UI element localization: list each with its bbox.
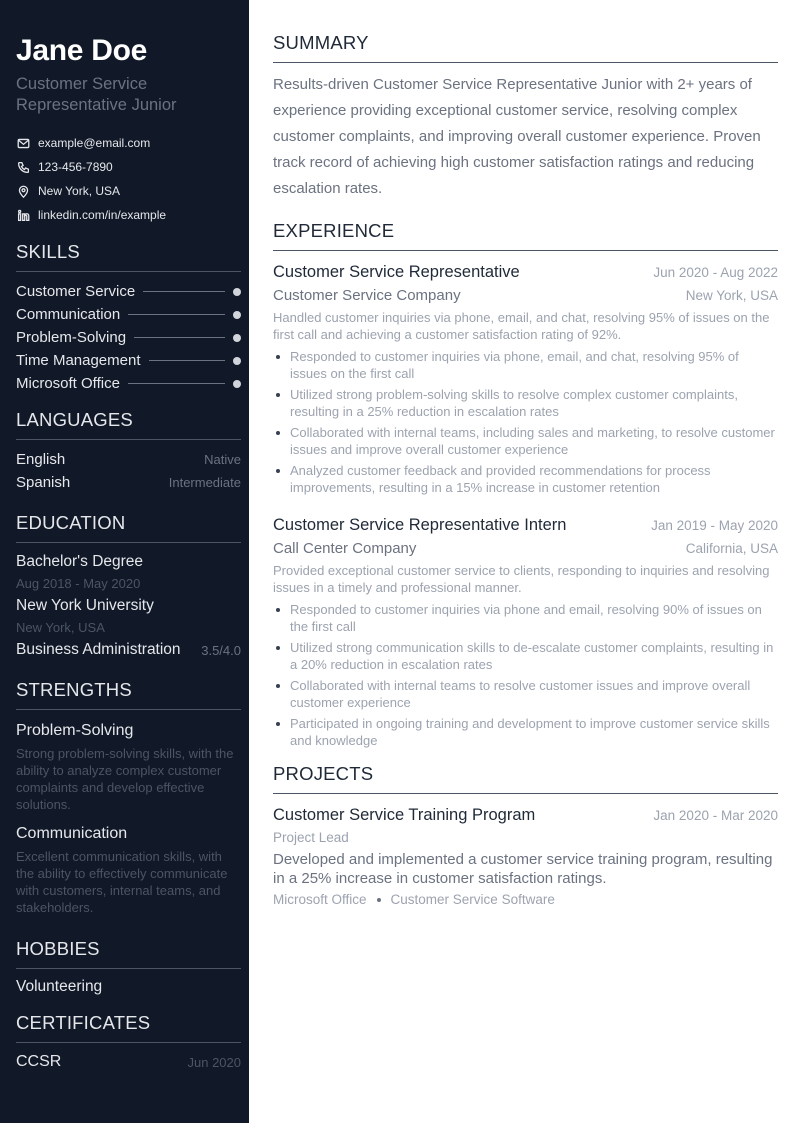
sidebar <box>0 0 249 1123</box>
strength-title: Communication <box>16 825 128 842</box>
job-description: Handled customer inquiries via phone, email, and chat, resolving 95% of issues on the first call and achieving a customer satisfaction rating of 92%. <box>273 310 770 342</box>
job-dates: Jan 2019 - May 2020 <box>651 518 778 533</box>
phone-icon <box>16 160 30 174</box>
skills-heading: SKILLS <box>16 241 241 272</box>
job-title: Customer Service Representative Intern <box>273 516 567 534</box>
skill-dot-icon <box>233 334 241 342</box>
skill-item <box>16 280 241 303</box>
skill-dot-icon <box>233 311 241 319</box>
job-bullet: Utilized strong communication skills to de-escalate customer complaints, resulting in a 20% reduction in escalation rates <box>273 639 778 673</box>
skill-leader-line <box>149 360 226 361</box>
education-school: New York University <box>16 597 154 614</box>
language-item <box>16 448 241 471</box>
hobbies-heading: HOBBIES <box>16 938 241 969</box>
project-tool: Microsoft Office <box>273 892 367 907</box>
skill-item <box>16 303 241 326</box>
skill-leader-line <box>134 337 225 338</box>
job-bullet: Participated in ongoing training and development to improve customer service skills and knowledge <box>273 715 778 749</box>
skill-dot-icon <box>233 357 241 365</box>
education-heading: EDUCATION <box>16 512 241 543</box>
certificate-name: CCSR <box>16 1053 62 1070</box>
skill-item <box>16 372 241 395</box>
skills-list <box>16 280 241 395</box>
title-line-1: Customer Service <box>16 75 148 93</box>
strength-desc: Strong problem-solving skills, with the ability to analyze complex customer complaints and develop effective solutions. <box>16 746 234 812</box>
skill-leader-line <box>128 383 225 384</box>
experience-section <box>273 220 778 749</box>
languages-section <box>16 409 241 494</box>
summary-heading: SUMMARY <box>273 32 778 63</box>
skill-dot-icon <box>233 380 241 388</box>
project-dates: Jan 2020 - Mar 2020 <box>653 808 778 823</box>
summary-section <box>273 32 778 202</box>
language-item <box>16 471 241 494</box>
job-bullet: Collaborated with internal teams, including sales and marketing, to resolve customer issues and improve overall customer experience <box>273 424 778 458</box>
skill-leader-line <box>143 291 225 292</box>
strengths-heading: STRENGTHS <box>16 679 241 710</box>
job-bullet: Analyzed customer feedback and provided recommendations for process improvements, resulting in a 15% increase in customer retention <box>273 462 778 496</box>
job-bullet: Responded to customer inquiries via phone, email, and chat, resolving 95% of issues on the first call <box>273 348 778 382</box>
job-bullets <box>273 601 778 749</box>
job-header <box>273 261 778 283</box>
candidate-name: Jane Doe <box>16 34 147 67</box>
language-level: Native <box>204 452 241 467</box>
strength-title: Problem-Solving <box>16 722 134 739</box>
summary-text: Results-driven Customer Service Representative Junior with 2+ years of experience providing exceptional customer service, resolving complex customer complaints, and improving overall customer experience. Proven track record of achieving high customer satisfaction ratings and reducing escalation rates. <box>273 76 761 197</box>
project-entry <box>273 804 778 907</box>
certificates-section <box>16 1012 241 1074</box>
email-text: example@email.com <box>38 136 151 150</box>
project-tool: Customer Service Software <box>390 892 555 907</box>
job-bullet: Collaborated with internal teams to resolve customer issues and improve overall customer experience <box>273 677 778 711</box>
skill-label: Microsoft Office <box>16 375 120 392</box>
contact-email[interactable] <box>16 131 241 155</box>
language-level: Intermediate <box>168 475 241 490</box>
tool-separator-dot <box>377 898 381 902</box>
project-title: Customer Service Training Program <box>273 806 536 824</box>
linkedin-icon <box>16 208 30 222</box>
job-location: California, USA <box>685 541 778 556</box>
job-company-row <box>273 536 778 560</box>
education-entry <box>16 551 241 661</box>
education-dates: Aug 2018 - May 2020 <box>16 576 141 591</box>
job-company: Customer Service Company <box>273 287 461 304</box>
skill-item <box>16 326 241 349</box>
skill-label: Communication <box>16 306 121 323</box>
job-bullet: Responded to customer inquiries via phone and email, resolving 90% of issues on the first call <box>273 601 778 635</box>
project-role: Project Lead <box>273 830 349 845</box>
skill-label: Customer Service <box>16 283 136 300</box>
strength-item <box>16 720 241 813</box>
skills-section <box>16 241 241 395</box>
contact-location <box>16 179 241 203</box>
education-gpa: 3.5/4.0 <box>201 642 241 658</box>
education-degree: Bachelor's Degree <box>16 553 144 570</box>
contact-list <box>16 131 241 227</box>
languages-heading: LANGUAGES <box>16 409 241 440</box>
title-line-2: Representative Junior <box>16 96 177 114</box>
job-company-row <box>273 283 778 307</box>
skill-item <box>16 349 241 372</box>
job-title: Customer Service Representative <box>273 263 520 281</box>
candidate-title <box>16 74 241 116</box>
job-entry <box>273 514 778 749</box>
job-header <box>273 514 778 536</box>
map-pin-icon <box>16 184 30 198</box>
strength-item <box>16 823 241 916</box>
experience-heading: EXPERIENCE <box>273 220 778 251</box>
language-name: Spanish <box>16 474 71 491</box>
job-company: Call Center Company <box>273 540 417 557</box>
skill-dot-icon <box>233 288 241 296</box>
language-name: English <box>16 451 66 468</box>
linkedin-text: linkedin.com/in/example <box>38 208 167 222</box>
hobby-item: Volunteering <box>16 978 103 995</box>
projects-heading: PROJECTS <box>273 763 778 794</box>
job-location: New York, USA <box>685 288 778 303</box>
job-dates: Jun 2020 - Aug 2022 <box>653 265 778 280</box>
project-header <box>273 804 778 826</box>
main-content <box>273 32 778 907</box>
phone-text: 123-456-7890 <box>38 160 113 174</box>
skill-leader-line <box>128 314 225 315</box>
project-tools <box>273 892 778 907</box>
certificate-item <box>16 1050 241 1074</box>
projects-section <box>273 763 778 907</box>
education-field: Business Administration <box>16 641 181 658</box>
skill-label: Problem-Solving <box>16 329 127 346</box>
hobbies-section <box>16 938 241 998</box>
skill-label: Time Management <box>16 352 141 369</box>
education-section <box>16 512 241 661</box>
education-location: New York, USA <box>16 620 105 635</box>
contact-linkedin[interactable] <box>16 203 241 227</box>
location-text: New York, USA <box>38 184 121 198</box>
project-description: Developed and implemented a customer service training program, resulting in a 25% increase in customer satisfaction ratings. <box>273 851 773 887</box>
strength-desc: Excellent communication skills, with the ability to effectively communicate with customers, internal teams, and stakeholders. <box>16 849 228 915</box>
education-field-row <box>16 639 241 661</box>
strengths-section <box>16 679 241 916</box>
contact-phone[interactable] <box>16 155 241 179</box>
job-bullet: Utilized strong problem-solving skills to resolve complex customer complaints, resulting in a 25% reduction in escalation rates <box>273 386 778 420</box>
job-description: Provided exceptional customer service to clients, responding to inquiries and resolving issues in a timely and professional manner. <box>273 563 770 595</box>
envelope-icon <box>16 136 30 150</box>
certificate-date: Jun 2020 <box>187 1054 241 1070</box>
certificates-heading: CERTIFICATES <box>16 1012 241 1043</box>
languages-list <box>16 448 241 494</box>
job-bullets <box>273 348 778 496</box>
job-entry <box>273 261 778 496</box>
